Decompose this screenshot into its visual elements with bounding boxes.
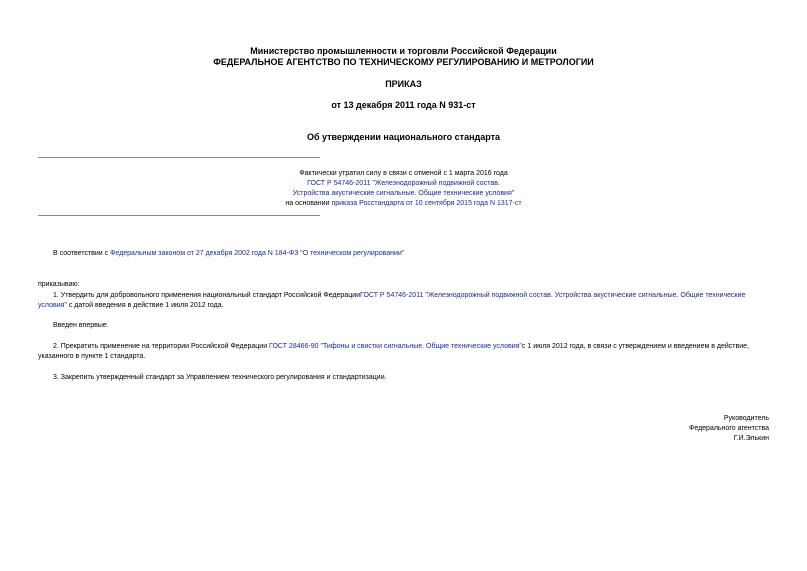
preamble-prefix: В соответствии с: [53, 250, 111, 257]
top-divider: [38, 157, 320, 158]
status-note-line: Фактически утратил силу в связи с отменой с 1 марта 2016 года: [299, 170, 508, 177]
old-standard-link[interactable]: ГОСТ 28466-90 "Тифоны и свистки сигнальные. Общие технические условия": [269, 343, 522, 350]
document-date: от 13 декабря 2011 года N 931-ст: [331, 100, 476, 110]
signature-title-1: Руководитель: [723, 415, 769, 422]
agency-name: ФЕДЕРАЛЬНОЕ АГЕНТСТВО ПО ТЕХНИЧЕСКОМУ РЕГУЛИРОВАНИЮ И МЕТРОЛОГИИ: [213, 57, 594, 67]
preamble: [53, 249, 404, 259]
status-note-link-order[interactable]: приказа Росстандарта от 10 сентября 2015 года N 1317-ст: [331, 200, 522, 207]
item-2-prefix: 2. Прекратить применение на территории Российской Федерации: [53, 343, 270, 350]
status-note-basis: [0, 199, 807, 209]
standard-link[interactable]: ГОСТ Р 54746-2011 "Железнодорожный подвижной состав. Устройства акустические сигнальные. Общие технические условия": [38, 292, 746, 309]
item-2: [38, 342, 770, 362]
bottom-divider: [38, 215, 320, 216]
status-note-link-standard[interactable]: ГОСТ Р 54746-2011 "Железнодорожный подвижной состав.: [307, 180, 500, 187]
status-note-basis-prefix: на основании: [285, 200, 332, 207]
item-1-prefix: 1. Утвердить для добровольного применения национальный стандарт Российской Федерации: [53, 292, 361, 299]
document-title: Об утверждении национального стандарта: [306, 132, 501, 142]
item-1: [38, 291, 770, 311]
ministry-name: Министерство промышленности и торговли Российской Федерации: [250, 46, 557, 56]
signature-title-2: Федерального агентства: [689, 425, 769, 432]
signature-name: Г.И.Элькин: [733, 435, 769, 442]
introduced-first: Введен впервые.: [53, 322, 109, 329]
item-1-suffix: с датой введения в действие 1 июля 2012 года.: [66, 302, 224, 309]
item-2-suffix: с 1 июля 2012 года, в связи с утверждением и введением в действие, указанного в пункте 1 стандарта.: [38, 343, 749, 360]
orders-word: приказываю:: [38, 281, 80, 288]
status-note-link-standard-cont[interactable]: Устройства акустические сигнальные. Общие технические условия": [292, 190, 515, 197]
federal-law-link[interactable]: Федеральным законом от 27 декабря 2002 года N 184-ФЗ "О техническом регулировании": [110, 250, 405, 257]
item-3: 3. Закрепить утвержденный стандарт за Управлением технического регулирования и стандартизации.: [53, 374, 387, 381]
document-type: ПРИКАЗ: [385, 79, 422, 89]
